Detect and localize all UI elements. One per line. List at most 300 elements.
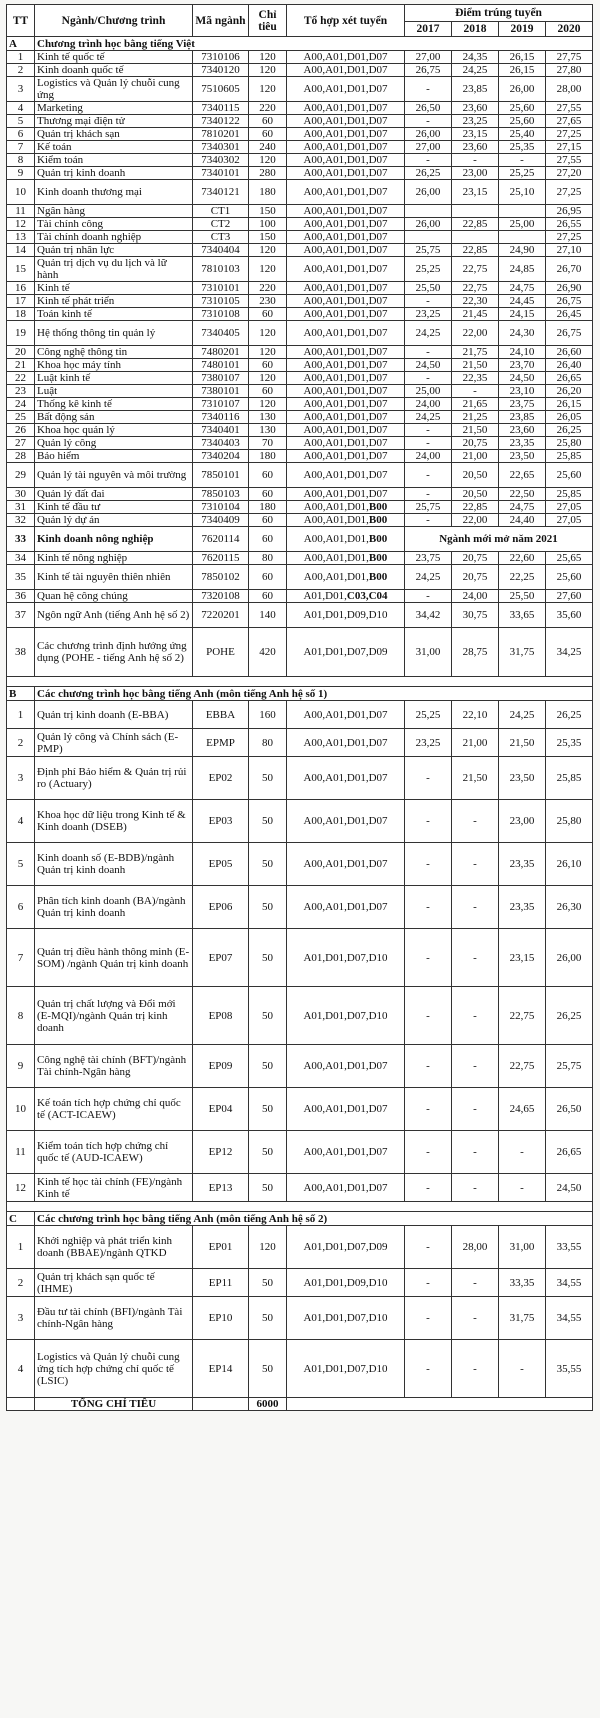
program-name: Quản trị chất lượng và Đổi mới (E-MQI)/ngành Quản trị kinh doanh — [35, 987, 193, 1045]
program-code: 7340404 — [193, 244, 249, 257]
program-quota: 60 — [249, 565, 287, 590]
score-2019: 33,35 — [499, 1269, 546, 1297]
program-code: EPMP — [193, 729, 249, 757]
score-2020: 26,65 — [546, 372, 593, 385]
score-2017: - — [405, 1340, 452, 1398]
admission-combination — [287, 359, 405, 372]
score-2019: - — [499, 1174, 546, 1202]
admission-combination — [287, 346, 405, 359]
row-number: 11 — [7, 205, 35, 218]
program-code: CT1 — [193, 205, 249, 218]
score-2019: 22,25 — [499, 565, 546, 590]
program-name: Quản lý đất đai — [35, 488, 193, 501]
score-2019: 26,00 — [499, 77, 546, 102]
row-number: 20 — [7, 346, 35, 359]
combination-text: A00,A01,D01,D07 — [303, 772, 388, 784]
score-2017: - — [405, 463, 452, 488]
total-empty — [193, 1398, 249, 1411]
program-name: Ngôn ngữ Anh (tiếng Anh hệ số 2) — [35, 603, 193, 628]
score-2018: - — [452, 385, 499, 398]
score-2017: 24,25 — [405, 411, 452, 424]
combination-text: A00,A01,D01,D07 — [303, 398, 388, 410]
score-2020: 25,85 — [546, 450, 593, 463]
score-2020: 26,75 — [546, 321, 593, 346]
admission-combination — [287, 1297, 405, 1340]
program-name: Quản lý dự án — [35, 514, 193, 527]
score-2019: 26,15 — [499, 64, 546, 77]
score-2019: 24,15 — [499, 308, 546, 321]
score-2018 — [452, 231, 499, 244]
row-number: 24 — [7, 398, 35, 411]
combination-text: A00,A01,D01,D07 — [303, 218, 388, 230]
program-name: Khoa học máy tính — [35, 359, 193, 372]
table-row — [7, 886, 593, 929]
combination-text: A00,A01,D01,D07 — [303, 372, 388, 384]
score-2017: - — [405, 437, 452, 450]
program-quota: 180 — [249, 450, 287, 463]
score-2018: 21,50 — [452, 359, 499, 372]
score-2018: - — [452, 987, 499, 1045]
program-quota: 50 — [249, 1297, 287, 1340]
admission-combination — [287, 282, 405, 295]
program-code: 7340120 — [193, 64, 249, 77]
program-code: 7340116 — [193, 411, 249, 424]
program-name: Thương mại điện tử — [35, 115, 193, 128]
admission-combination — [287, 154, 405, 167]
admission-combination — [287, 757, 405, 800]
score-2020: 26,15 — [546, 398, 593, 411]
program-name: Quản trị nhân lực — [35, 244, 193, 257]
score-2017: - — [405, 77, 452, 102]
admission-combination — [287, 488, 405, 501]
program-name: Kiểm toán — [35, 154, 193, 167]
table-row — [7, 501, 593, 514]
program-quota: 60 — [249, 385, 287, 398]
score-2018: - — [452, 800, 499, 843]
program-code: 7340403 — [193, 437, 249, 450]
program-name: Công nghệ tài chính (BFT)/ngành Tài chính-Ngân hàng — [35, 1045, 193, 1088]
combination-text: A00,A01,D01,D07 — [303, 102, 388, 114]
combination-text: A00,A01,D01,D07 — [303, 1146, 388, 1158]
program-code: 7620114 — [193, 527, 249, 552]
program-code: EP10 — [193, 1297, 249, 1340]
total-empty — [7, 1398, 35, 1411]
header-year-2018: 2018 — [452, 22, 499, 37]
table-row — [7, 257, 593, 282]
score-2017: 23,25 — [405, 729, 452, 757]
table-row — [7, 308, 593, 321]
program-name: Hệ thống thông tin quản lý — [35, 321, 193, 346]
table-row — [7, 1226, 593, 1269]
score-2018: 21,00 — [452, 450, 499, 463]
table-row — [7, 757, 593, 800]
row-number: 6 — [7, 886, 35, 929]
score-2018: - — [452, 1269, 499, 1297]
score-2019: 22,50 — [499, 488, 546, 501]
combination-text: A00,A01,D01,D07 — [303, 167, 388, 179]
admission-combination — [287, 552, 405, 565]
combination-bold-text: B00 — [368, 501, 388, 513]
admission-combination — [287, 398, 405, 411]
table-row — [7, 1131, 593, 1174]
combination-text: A00,A01,D01,D07 — [303, 1103, 388, 1115]
table-row — [7, 180, 593, 205]
combination-text: A00,A01,D01,D07 — [303, 154, 388, 166]
program-quota: 70 — [249, 437, 287, 450]
program-quota: 60 — [249, 463, 287, 488]
score-2019: 31,75 — [499, 628, 546, 677]
row-number: 2 — [7, 1269, 35, 1297]
score-2017: 26,75 — [405, 64, 452, 77]
score-2020: 34,55 — [546, 1297, 593, 1340]
program-name: Kinh tế phát triển — [35, 295, 193, 308]
program-quota: 60 — [249, 527, 287, 552]
score-2018: 23,60 — [452, 141, 499, 154]
combination-text: A00,A01,D01,D07 — [303, 141, 388, 153]
program-name: Kinh doanh nông nghiệp — [35, 527, 193, 552]
score-2017: 26,00 — [405, 218, 452, 231]
table-row — [7, 218, 593, 231]
program-quota: 60 — [249, 359, 287, 372]
table-row — [7, 77, 593, 102]
program-code: EP01 — [193, 1226, 249, 1269]
table-row — [7, 701, 593, 729]
row-number: 23 — [7, 385, 35, 398]
score-2020: 26,55 — [546, 218, 593, 231]
section-code: B — [7, 687, 35, 701]
table-row — [7, 590, 593, 603]
program-quota: 130 — [249, 424, 287, 437]
program-quota: 80 — [249, 552, 287, 565]
program-code: 7310106 — [193, 51, 249, 64]
row-number: 35 — [7, 565, 35, 590]
program-quota: 160 — [249, 701, 287, 729]
score-2019: 23,50 — [499, 757, 546, 800]
row-number: 33 — [7, 527, 35, 552]
score-2018: 23,85 — [452, 77, 499, 102]
score-2017: - — [405, 1088, 452, 1131]
score-2020: 35,55 — [546, 1340, 593, 1398]
program-name: Logistics và Quản lý chuỗi cung ứng tích hợp chứng chỉ quốc tế (LSIC) — [35, 1340, 193, 1398]
table-row — [7, 628, 593, 677]
program-code: POHE — [193, 628, 249, 677]
row-number: 22 — [7, 372, 35, 385]
row-number: 37 — [7, 603, 35, 628]
row-number: 2 — [7, 64, 35, 77]
program-quota: 130 — [249, 411, 287, 424]
combination-text: A00,A01,D01,D07 — [303, 736, 388, 749]
table-row — [7, 359, 593, 372]
score-2020: 27,25 — [546, 231, 593, 244]
score-2017: - — [405, 1174, 452, 1202]
score-2018: 22,35 — [452, 372, 499, 385]
row-number: 13 — [7, 231, 35, 244]
program-code: 7340121 — [193, 180, 249, 205]
score-2017: - — [405, 154, 452, 167]
program-code: CT3 — [193, 231, 249, 244]
admission-combination — [287, 424, 405, 437]
program-quota: 220 — [249, 102, 287, 115]
admission-combination — [287, 77, 405, 102]
score-2017: 23,75 — [405, 552, 452, 565]
admission-combination — [287, 141, 405, 154]
score-2020: 26,00 — [546, 929, 593, 987]
row-number: 38 — [7, 628, 35, 677]
score-2017: - — [405, 372, 452, 385]
score-2018: 20,75 — [452, 437, 499, 450]
row-number: 16 — [7, 282, 35, 295]
admission-combination — [287, 1131, 405, 1174]
program-quota: 50 — [249, 1174, 287, 1202]
program-quota: 120 — [249, 244, 287, 257]
section-header — [7, 37, 593, 51]
score-2017: - — [405, 1131, 452, 1174]
program-quota: 50 — [249, 886, 287, 929]
combination-text: A01,D01,D07,D10 — [303, 951, 388, 964]
score-2020: 27,15 — [546, 141, 593, 154]
combination-bold-text: B00 — [368, 571, 388, 583]
score-2018: 20,50 — [452, 463, 499, 488]
table-row — [7, 205, 593, 218]
score-2019: 23,10 — [499, 385, 546, 398]
combination-bold-text: B00 — [368, 533, 388, 545]
score-2019: 24,75 — [499, 282, 546, 295]
section-spacer — [7, 1202, 593, 1212]
program-name: Quản trị điều hành thông minh (E-SOM) /ngành Quản trị kinh doanh — [35, 929, 193, 987]
combination-text: A00,A01,D01,D07 — [303, 244, 388, 256]
program-code: 7340122 — [193, 115, 249, 128]
program-code: EP04 — [193, 1088, 249, 1131]
program-quota: 150 — [249, 205, 287, 218]
combination-text: A01,D01,D07,D09 — [303, 646, 388, 658]
program-name: Quản trị kinh doanh (E-BBA) — [35, 701, 193, 729]
combination-text: A00,A01,D01,D07 — [303, 64, 388, 76]
table-row — [7, 527, 593, 552]
table-row — [7, 450, 593, 463]
table-row — [7, 51, 593, 64]
score-2019: 25,50 — [499, 590, 546, 603]
admission-combination — [287, 1088, 405, 1131]
admission-combination — [287, 514, 405, 527]
combination-text: A00,A01,D01, — [303, 514, 369, 526]
score-2019: 24,85 — [499, 257, 546, 282]
score-2017: 26,25 — [405, 167, 452, 180]
score-2018: 21,00 — [452, 729, 499, 757]
score-2018: 24,35 — [452, 51, 499, 64]
program-code: 7310107 — [193, 398, 249, 411]
score-2018: 22,85 — [452, 501, 499, 514]
score-2017: - — [405, 295, 452, 308]
program-code: CT2 — [193, 218, 249, 231]
combination-text: A00,A01,D01,D07 — [303, 708, 388, 721]
score-2020: 25,85 — [546, 488, 593, 501]
score-2019: 26,15 — [499, 51, 546, 64]
program-name: Quản trị kinh doanh — [35, 167, 193, 180]
program-code: 7340401 — [193, 424, 249, 437]
combination-text: A00,A01,D01,D07 — [303, 327, 388, 339]
score-2020: 25,85 — [546, 757, 593, 800]
score-2018: 22,30 — [452, 295, 499, 308]
score-2019: 22,75 — [499, 1045, 546, 1088]
table-row — [7, 488, 593, 501]
program-name: Tài chính doanh nghiệp — [35, 231, 193, 244]
program-name: Kinh tế nông nghiệp — [35, 552, 193, 565]
score-note: Ngành mới mở năm 2021 — [405, 527, 593, 552]
row-number: 14 — [7, 244, 35, 257]
row-number: 30 — [7, 488, 35, 501]
score-2020: 26,25 — [546, 424, 593, 437]
program-quota: 120 — [249, 77, 287, 102]
program-name: Khoa học dữ liệu trong Kinh tế & Kinh doanh (DSEB) — [35, 800, 193, 843]
program-code: 7810103 — [193, 257, 249, 282]
program-quota: 50 — [249, 800, 287, 843]
table-row — [7, 346, 593, 359]
score-2019: 22,60 — [499, 552, 546, 565]
program-code: 7220201 — [193, 603, 249, 628]
total-row — [7, 1398, 593, 1411]
score-2018: 22,10 — [452, 701, 499, 729]
program-name: Kinh tế đầu tư — [35, 501, 193, 514]
table-row — [7, 115, 593, 128]
row-number: 25 — [7, 411, 35, 424]
score-2018: 22,75 — [452, 282, 499, 295]
admission-combination — [287, 565, 405, 590]
admission-combination — [287, 244, 405, 257]
combination-text: A00,A01,D01, — [303, 501, 369, 513]
score-2017: - — [405, 987, 452, 1045]
combination-text: A00,A01,D01,D07 — [303, 295, 388, 307]
score-2017 — [405, 205, 452, 218]
admission-combination — [287, 257, 405, 282]
score-2019: - — [499, 1131, 546, 1174]
program-quota: 50 — [249, 1088, 287, 1131]
score-2020: 26,25 — [546, 701, 593, 729]
score-2020: 27,25 — [546, 180, 593, 205]
combination-text: A00,A01,D01, — [303, 571, 369, 583]
score-2017: 26,50 — [405, 102, 452, 115]
program-name: Khởi nghiệp và phát triển kinh doanh (BBAE)/ngành QTKD — [35, 1226, 193, 1269]
combination-text: A00,A01,D01,D07 — [303, 308, 388, 320]
combination-text: A00,A01,D01,D07 — [303, 901, 388, 913]
table-row — [7, 729, 593, 757]
program-name: Bảo hiểm — [35, 450, 193, 463]
score-2018: - — [452, 1297, 499, 1340]
row-number: 18 — [7, 308, 35, 321]
score-2017: - — [405, 115, 452, 128]
admission-combination — [287, 987, 405, 1045]
table-row — [7, 244, 593, 257]
table-row — [7, 1297, 593, 1340]
combination-text: A00,A01,D01,D07 — [303, 815, 388, 827]
row-number: 26 — [7, 424, 35, 437]
score-2019: 24,40 — [499, 514, 546, 527]
program-quota: 120 — [249, 321, 287, 346]
program-code: 7810201 — [193, 128, 249, 141]
score-2020: 28,00 — [546, 77, 593, 102]
combination-text: A00,A01,D01,D07 — [303, 205, 388, 217]
combination-text: A00,A01,D01,D07 — [303, 128, 388, 140]
row-number: 5 — [7, 115, 35, 128]
row-number: 10 — [7, 180, 35, 205]
score-2018 — [452, 205, 499, 218]
program-quota: 80 — [249, 729, 287, 757]
score-2018: 23,60 — [452, 102, 499, 115]
program-code: EP08 — [193, 987, 249, 1045]
row-number: 1 — [7, 51, 35, 64]
score-2018: 24,25 — [452, 64, 499, 77]
score-2018: 22,00 — [452, 514, 499, 527]
program-quota: 230 — [249, 295, 287, 308]
score-2020: 25,75 — [546, 1045, 593, 1088]
table-row — [7, 800, 593, 843]
score-2019: 25,60 — [499, 102, 546, 115]
score-2017: - — [405, 886, 452, 929]
combination-text: A01,D01,D09,D10 — [303, 1276, 388, 1289]
program-name: Kinh tế quốc tế — [35, 51, 193, 64]
row-number: 31 — [7, 501, 35, 514]
score-2019 — [499, 205, 546, 218]
score-2018: 23,15 — [452, 180, 499, 205]
program-quota: 120 — [249, 346, 287, 359]
score-2018: - — [452, 1340, 499, 1398]
admission-combination — [287, 51, 405, 64]
score-2019: 23,75 — [499, 398, 546, 411]
combination-text: A00,A01,D01,D07 — [303, 411, 388, 423]
table-row — [7, 102, 593, 115]
row-number: 19 — [7, 321, 35, 346]
score-2018: - — [452, 1088, 499, 1131]
score-2020: 27,55 — [546, 102, 593, 115]
score-2018: 22,85 — [452, 244, 499, 257]
score-2018: 28,00 — [452, 1226, 499, 1269]
program-code: 7320108 — [193, 590, 249, 603]
program-code: 7340115 — [193, 102, 249, 115]
score-2020: 27,20 — [546, 167, 593, 180]
score-2019 — [499, 231, 546, 244]
program-name: Kế toán — [35, 141, 193, 154]
table-row — [7, 565, 593, 590]
program-code: 7310101 — [193, 282, 249, 295]
admission-combination — [287, 64, 405, 77]
combination-text: A01,D01,D07,D10 — [303, 1312, 388, 1324]
program-name: Kinh tế học tài chính (FE)/ngành Kinh tế — [35, 1174, 193, 1202]
score-2020: 27,10 — [546, 244, 593, 257]
table-row — [7, 1340, 593, 1398]
score-2017: 24,00 — [405, 398, 452, 411]
program-name: Phân tích kinh doanh (BA)/ngành Quản trị kinh doanh — [35, 886, 193, 929]
score-2020: 25,35 — [546, 729, 593, 757]
row-number: 21 — [7, 359, 35, 372]
score-2017: - — [405, 1297, 452, 1340]
section-code: A — [7, 37, 35, 51]
program-name: Quản lý công — [35, 437, 193, 450]
row-number: 12 — [7, 1174, 35, 1202]
program-code: 7340302 — [193, 154, 249, 167]
table-row — [7, 385, 593, 398]
program-quota: 50 — [249, 1131, 287, 1174]
program-quota: 120 — [249, 398, 287, 411]
table-row — [7, 463, 593, 488]
score-2018: 30,75 — [452, 603, 499, 628]
header-code: Mã ngành — [193, 5, 249, 37]
section-header — [7, 687, 593, 701]
combination-text: A00,A01,D01, — [303, 552, 369, 564]
section-title: Các chương trình học bằng tiếng Anh (môn tiếng Anh hệ số 1) — [35, 687, 593, 701]
table-row — [7, 372, 593, 385]
program-code: EP06 — [193, 886, 249, 929]
score-2020: 27,05 — [546, 501, 593, 514]
row-number: 29 — [7, 463, 35, 488]
